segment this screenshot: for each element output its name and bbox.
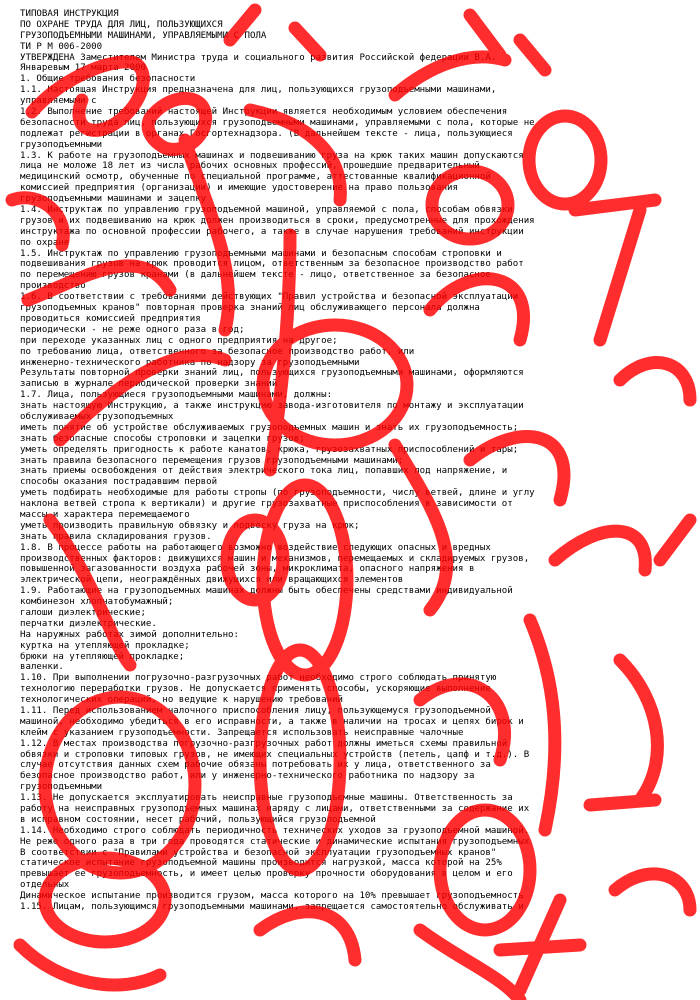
text-line: проводиться комиссией предприятия bbox=[20, 313, 201, 324]
text-line: клейм с указанием грузоподъемности. Запрещается использовать неисправные чалочные bbox=[20, 727, 464, 738]
text-line: медицинский осмотр, обученные по специальной программе, аттестованные квалификационной bbox=[20, 172, 491, 183]
text-line: ТИ Р М 006-2000 bbox=[20, 41, 103, 52]
text-line: 1.2. Выполнение требований настоящей Инструкции является необходимым условием обеспечения bbox=[20, 107, 508, 118]
text-line: грузоподъемными машинами и зацепку bbox=[20, 194, 207, 205]
text-line: иметь понятие об устройстве обслуживаемых грузоподъемных машин и знать их грузоподъемность; bbox=[20, 422, 519, 433]
text-line: производственных факторов: движущихся машин и механизмов, перемещаемых и складируемых грузов, bbox=[20, 553, 530, 564]
watermark-stroke bbox=[500, 945, 580, 950]
text-line: 1.10. При выполнении погрузочно-разгрузочных работ необходимо строго соблюдать принятую bbox=[20, 673, 497, 684]
text-line: знать настоящую Инструкцию, а также инструкцию завода-изготовителя по монтажу и эксплуатации bbox=[20, 401, 524, 412]
text-line: куртка на утепляющей прокладке; bbox=[20, 640, 190, 651]
text-line: знать правила безопасного перемещения грузов грузоподъемными машинами; bbox=[20, 455, 404, 466]
text-line: уметь производить правильную обвязку и подвеску груза на крюк; bbox=[20, 520, 360, 531]
text-line: Январевым 17 марта 2000 bbox=[20, 63, 146, 74]
watermark-stroke bbox=[260, 912, 355, 960]
text-line: технологию переработки грузов. Не допускается применять способы, ускоряющие выполнение bbox=[20, 684, 491, 695]
text-line: повышенной загазованности воздуха рабочей зоны, микроклимата, опасного напряжения в bbox=[20, 564, 475, 575]
text-line: грузов и их подвешиванию на крюк должен производиться в сроки, предусмотренные для прохождения bbox=[20, 215, 535, 226]
text-line: уметь подбирать необходимые для работы стропы (по грузоподъемности, числу ветвей, длине и углу bbox=[20, 488, 535, 499]
text-line: комбинезон хлопчатобумажный; bbox=[20, 597, 174, 608]
text-line: знать приемы освобождения от действия электрического тока лиц, попавших под напряжение, и bbox=[20, 466, 508, 477]
text-line: обвязки и строповки типовых грузов, не имеющих специальных устройств (петель, цапф и т.д.). В bbox=[20, 749, 530, 760]
text-line: подлежат регистрации в органах Госгортехнадзора. (В дальнейшем тексте - лица, пользующиеся bbox=[20, 128, 513, 139]
text-line: ГРУЗОПОДЪЕМНЫМИ МАШИНАМИ, УПРАВЛЯЕМЫМИ С ПОЛА bbox=[20, 30, 267, 41]
text-line: уметь определять пригодность к работе канатов, крюка, грузозахватных приспособлений и тары; bbox=[20, 444, 519, 455]
text-line: перчатки диэлектрические. bbox=[20, 618, 157, 629]
watermark-stroke bbox=[520, 900, 560, 990]
text-line: в исправном состоянии, несет рабочий, пользующийся грузоподъемной bbox=[20, 814, 376, 825]
text-line: 1.4. Инструктаж по управлению грузоподъемной машиной, управляемой с пола, способам обвязки bbox=[20, 205, 513, 216]
text-line: Не реже одного раза в три года проводятся статические и динамические испытания грузоподъемных bbox=[20, 836, 530, 847]
text-line: подвешивания грузов на крюк проводится лицом, ответственным за безопасное производство работ bbox=[20, 259, 524, 270]
text-line: при переходе указанных лиц с одного предприятия на другое; bbox=[20, 335, 338, 346]
text-line: брюки на утепляющей прокладке; bbox=[20, 651, 185, 662]
text-line: Результаты повторной проверки знаний лиц, пользующихся грузоподъемными машинами, оформляются bbox=[20, 368, 524, 379]
watermark-stroke bbox=[420, 930, 520, 1000]
text-line: 1. Общие требования безопасности bbox=[20, 74, 196, 85]
text-line: знать безопасные способы строповки и зацепки грузов; bbox=[20, 433, 305, 444]
text-line: массы и характера перемещаемого bbox=[20, 509, 190, 520]
text-line: безопасности труда лиц, пользующихся грузоподъемными машинами, управляемыми с пола, которые не bbox=[20, 117, 535, 128]
text-line: ПО ОХРАНЕ ТРУДА ДЛЯ ЛИЦ, ПОЛЬЗУЮЩИХСЯ bbox=[20, 19, 223, 30]
text-line: В соответствии с "Правилами устройства и безопасной эксплуатации грузоподъемных кранов" bbox=[20, 847, 497, 858]
text-line: 1.15. Лицам, пользующимся грузоподъемными машинами, запрещается самостоятельно обслуживать и bbox=[20, 902, 524, 913]
text-line: по охране bbox=[20, 237, 70, 248]
text-line: по требованию лица, ответственного за безопасное производство работ, или bbox=[20, 346, 415, 357]
text-line: УТВЕРЖДЕНА Заместителем Министра труда и социального развития Российской федерации В.А. bbox=[20, 52, 497, 63]
text-line: 1.6. В соответствии с требованиями действующих "Правил устройства и безопасной эксплуатации bbox=[20, 292, 519, 303]
text-line: лица не моложе 18 лет из числа рабочих основных профессий, прошедшие предварительный bbox=[20, 161, 480, 172]
text-line: способы оказания пострадавшим первой bbox=[20, 477, 218, 488]
text-line: безопасное производство работ, или у инженерно-технического работника по надзору за bbox=[20, 771, 475, 782]
text-line: записью в журнале периодической проверки знаний bbox=[20, 379, 278, 390]
text-line: грузоподъемных кранов" повторная проверка знаний лиц обслуживающего персонала должна bbox=[20, 303, 480, 314]
text-line: грузоподъемными bbox=[20, 782, 103, 793]
text-line: отдельных bbox=[20, 880, 70, 891]
text-line: электрической цепи, неограждённых движущихся или вращающихся элементов bbox=[20, 575, 404, 586]
text-line: производство bbox=[20, 281, 86, 292]
text-line: по перемещению грузов кранами (в дальнейшем тексте - лицо, ответственное за безопасное bbox=[20, 270, 491, 281]
text-line: 1.3. К работе на грузоподъемных машинах и подвешиванию груза на крюк таких машин допускаются bbox=[20, 150, 524, 161]
text-line: превышает ее грузоподъемность, и имеет целью проверку прочности оборудования в целом и его bbox=[20, 869, 513, 880]
text-line: валенки. bbox=[20, 662, 64, 673]
text-line: Динамическое испытание производится грузом, масса которого на 10% превышает грузоподъемность bbox=[20, 891, 524, 902]
text-line: 1.7. Лица, пользующиеся грузоподъемными машинами, должны: bbox=[20, 390, 333, 401]
watermark-stroke bbox=[20, 945, 160, 985]
text-line: статическое испытание грузоподъемной машины производится нагрузкой, масса которой на 25% bbox=[20, 858, 502, 869]
text-line: 1.8. В процессе работы на работающего возможно воздействие следующих опасных и вредных bbox=[20, 542, 491, 553]
text-line: 1.13. Не допускается эксплуатировать неисправные грузоподъемные машины. Ответственность за bbox=[20, 793, 513, 804]
text-line: 1.9. Работающие на грузоподъемных машинах должны быть обеспечены средствами индивидуальной bbox=[20, 586, 513, 597]
text-line: 1.12. В местах производства погрузочно-разгрузочных работ должны иметься схемы правильной bbox=[20, 738, 508, 749]
text-line: наклона ветвей стропа к вертикали) и другие грузозахватные приспособления в зависимости от bbox=[20, 499, 513, 510]
text-line: инструктажа по основной профессии рабочего, а также в случае нарушения требований инструкции bbox=[20, 226, 524, 237]
text-line: периодически - не реже одного раза в год; bbox=[20, 324, 245, 335]
text-line: управляемыми с bbox=[20, 96, 97, 107]
text-line: комиссией предприятия (организации) и имеющие удостоверение на право пользования bbox=[20, 183, 458, 194]
text-line: технологических операций, но ведущие к нарушению требований bbox=[20, 695, 344, 706]
text-line: грузоподъемными bbox=[20, 139, 103, 150]
text-line: 1.5. Инструктаж по управлению грузоподъемными машинами и безопасным способам строповки и bbox=[20, 248, 502, 259]
text-line: галоши диэлектрические; bbox=[20, 607, 146, 618]
document-body bbox=[20, 9, 695, 913]
text-line: 1.14. Необходимо строго соблюдать периодичность технических уходов за грузоподъемной машиной. bbox=[20, 825, 530, 836]
text-line: ТИПОВАЯ ИНСТРУКЦИЯ bbox=[20, 9, 119, 19]
text-line: знать правила складирования грузов. bbox=[20, 531, 212, 542]
text-line: случае отсутствия данных схем рабочие обязаны потребовать их у лица, ответственного за bbox=[20, 760, 491, 771]
text-line: 1.1. Настоящая Инструкция предназначена для лиц, пользующихся грузоподъемными машинами, bbox=[20, 85, 497, 96]
text-line: обслуживаемых грузоподъемных bbox=[20, 411, 174, 422]
text-line: машиной, необходимо убедиться в его исправности, а также в наличии на тросах и цепях бирок и bbox=[20, 716, 524, 727]
text-line: инженерно-технического работника по надзору за грузоподъемными bbox=[20, 357, 360, 368]
text-line: работу на неисправных грузоподъемных машинах наряду с лицами, ответственными за содержание их bbox=[20, 804, 530, 815]
text-line: На наружных работах зимой дополнительно: bbox=[20, 629, 239, 640]
text-line: 1.11. Перед использованием чалочного приспособления лицу, пользующемуся грузоподъемной bbox=[20, 706, 491, 716]
